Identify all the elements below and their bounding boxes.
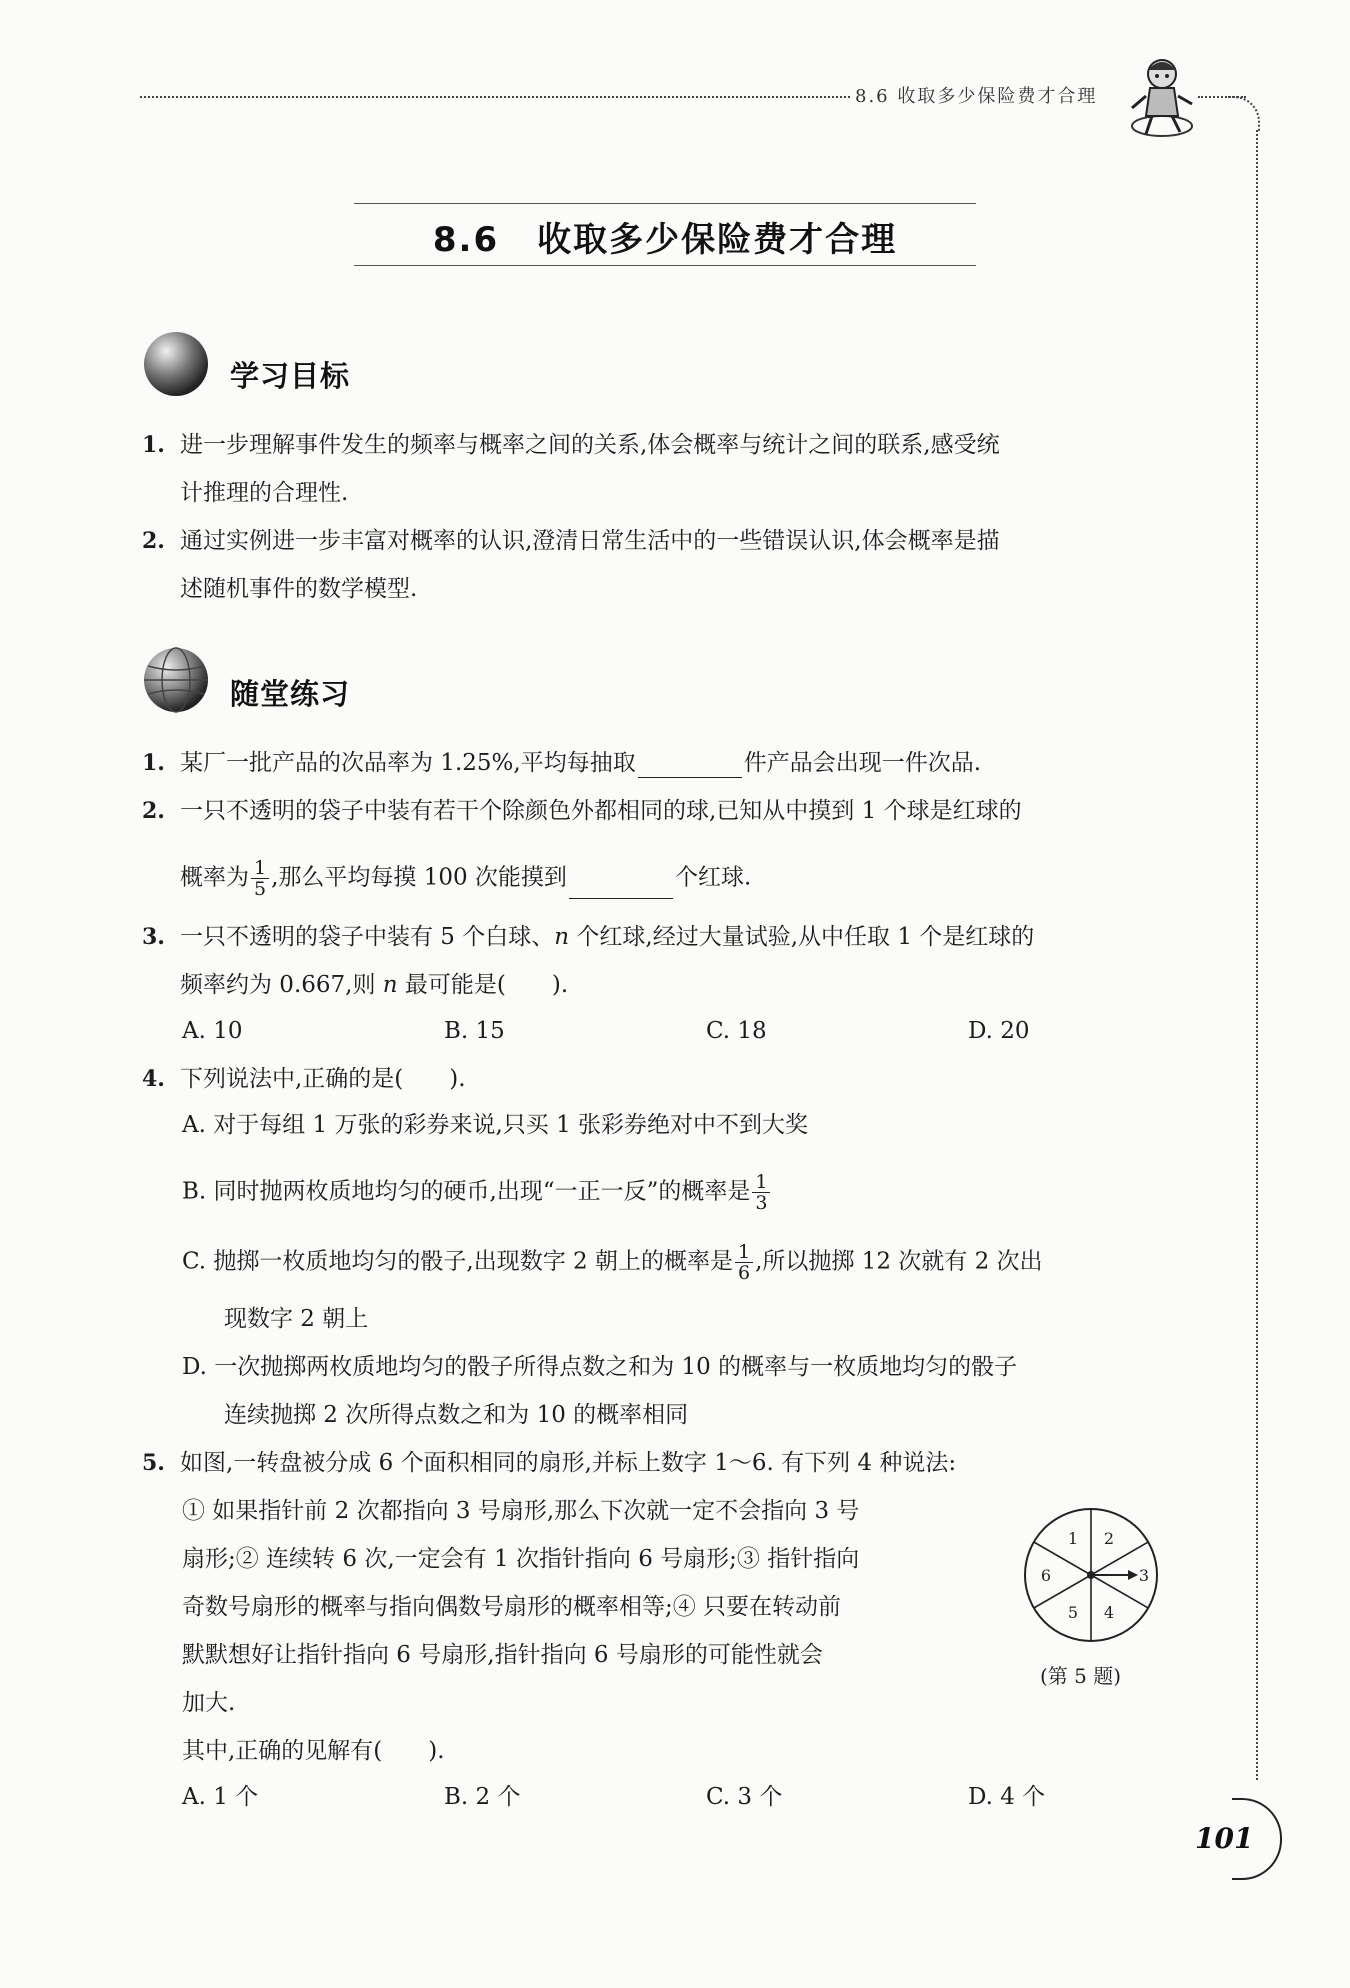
question-text: 下列说法中,正确的是( ). xyxy=(180,1066,466,1092)
question-number: 4. xyxy=(142,1066,165,1092)
spinner-label: 6 xyxy=(1040,1566,1052,1585)
option-a[interactable]: A. 1 个 xyxy=(182,1784,259,1810)
objective-number: 2. xyxy=(142,528,165,554)
option-d[interactable]: D. 一次抛掷两枚质地均匀的骰子所得点数之和为 10 的概率与一枚质地均匀的骰子 xyxy=(182,1354,1018,1380)
question-text: 某厂一批产品的次品率为 1.25%,平均每抽取 xyxy=(180,750,636,776)
globe-icon xyxy=(142,646,210,714)
question-2-line2 xyxy=(180,858,751,899)
section-heading-practice: 随堂练习 xyxy=(230,677,351,711)
title-top-rule xyxy=(354,203,976,204)
option-c[interactable] xyxy=(182,1242,1043,1283)
running-header: 8.6 收取多少保险费才合理 xyxy=(855,86,1098,107)
spinner-label: 3 xyxy=(1138,1566,1150,1585)
question-number: 5. xyxy=(142,1450,165,1476)
question-text: 一只不透明的袋子中装有 5 个白球、 xyxy=(180,924,555,950)
question-number: 1. xyxy=(142,750,165,776)
margin-dotted-rule xyxy=(1256,130,1258,1780)
option-text: ,所以抛掷 12 次就有 2 次出 xyxy=(755,1248,1043,1275)
page-number-bracket xyxy=(1232,1798,1282,1880)
statement-line: ① 如果指针前 2 次都指向 3 号扇形,那么下次就一定不会指向 3 号 xyxy=(182,1498,860,1524)
option-text: B. 同时抛两枚质地均匀的硬币,出现“一正一反”的概率是 xyxy=(182,1178,751,1205)
header-corner-curve xyxy=(1228,96,1260,132)
question-3-line2 xyxy=(180,970,568,1000)
fraction-numerator: 1 xyxy=(735,1242,753,1263)
option-b[interactable]: B. 15 xyxy=(444,1018,505,1044)
spinner-label: 2 xyxy=(1103,1529,1115,1548)
figure-caption: (第 5 题) xyxy=(1040,1664,1122,1688)
question-text: ,那么平均每摸 100 次能摸到 xyxy=(271,864,567,891)
fraction xyxy=(251,858,269,899)
fraction-denominator: 6 xyxy=(737,1262,751,1284)
fraction-numerator: 1 xyxy=(251,858,269,879)
question-text: 个红球,经过大量试验,从中任取 1 个是红球的 xyxy=(569,924,1035,950)
variable-n: n xyxy=(382,972,398,998)
question-text: 其中,正确的见解有( ). xyxy=(182,1738,445,1764)
sphere-icon xyxy=(142,330,210,398)
spinner-label: 5 xyxy=(1067,1603,1079,1622)
objective-text: 通过实例进一步丰富对概率的认识,澄清日常生活中的一些错误认识,体会概率是描 xyxy=(180,528,1000,554)
question-text: 概率为 xyxy=(180,864,249,891)
title-text: 收取多少保险费才合理 xyxy=(537,220,898,260)
statement-line: 加大. xyxy=(182,1690,236,1716)
mascot-illustration xyxy=(1122,52,1202,142)
option-a[interactable]: A. 对于每组 1 万张的彩券来说,只买 1 张彩券绝对中不到大奖 xyxy=(182,1112,809,1138)
question-number: 2. xyxy=(142,798,165,824)
objective-text: 计推理的合理性. xyxy=(180,480,349,506)
title-number: 8.6 xyxy=(432,220,500,260)
option-d-continued: 连续抛掷 2 次所得点数之和为 10 的概率相同 xyxy=(224,1402,689,1428)
fraction-denominator: 3 xyxy=(755,1192,768,1214)
fraction xyxy=(752,1172,770,1213)
question-1 xyxy=(180,748,981,778)
option-b[interactable]: B. 2 个 xyxy=(444,1784,521,1810)
option-c[interactable]: C. 3 个 xyxy=(706,1784,783,1810)
option-c-continued: 现数字 2 朝上 xyxy=(224,1306,369,1332)
option-b[interactable] xyxy=(182,1172,772,1213)
question-text: 频率约为 0.667,则 xyxy=(180,972,383,998)
title-bottom-rule xyxy=(354,265,976,266)
objective-text: 述随机事件的数学模型. xyxy=(180,576,418,602)
header-dotted-rule xyxy=(140,96,850,98)
question-text: 件产品会出现一件次品. xyxy=(743,750,981,776)
option-text: C. 抛掷一枚质地均匀的骰子,出现数字 2 朝上的概率是 xyxy=(182,1248,733,1275)
option-d[interactable]: D. 4 个 xyxy=(968,1784,1046,1810)
statement-line: 奇数号扇形的概率与指向偶数号扇形的概率相等;④ 只要在转动前 xyxy=(182,1594,842,1620)
fraction-numerator: 1 xyxy=(752,1172,770,1193)
statement-line: 扇形;② 连续转 6 次,一定会有 1 次指针指向 6 号扇形;③ 指针指向 xyxy=(182,1546,860,1572)
fraction-denominator: 5 xyxy=(254,878,267,900)
spinner-label: 1 xyxy=(1067,1529,1079,1548)
objective-number: 1. xyxy=(142,432,165,458)
page-number: 101 xyxy=(1195,1822,1254,1855)
variable-n: n xyxy=(554,924,570,950)
statement-line: 默默想好让指针指向 6 号扇形,指针指向 6 号扇形的可能性就会 xyxy=(182,1642,823,1668)
section-heading-objectives: 学习目标 xyxy=(230,359,351,393)
question-text: 最可能是( ). xyxy=(397,972,569,998)
option-a[interactable]: A. 10 xyxy=(182,1018,243,1044)
spinner-label: 4 xyxy=(1103,1603,1115,1622)
question-3-line1 xyxy=(180,922,1034,952)
answer-blank[interactable] xyxy=(569,876,673,899)
page-title xyxy=(354,212,976,261)
fraction xyxy=(735,1242,753,1283)
objective-text: 进一步理解事件发生的频率与概率之间的关系,体会概率与统计之间的联系,感受统 xyxy=(180,432,1000,458)
question-text: 一只不透明的袋子中装有若干个除颜色外都相同的球,已知从中摸到 1 个球是红球的 xyxy=(180,798,1022,824)
question-number: 3. xyxy=(142,924,165,950)
option-c[interactable]: C. 18 xyxy=(706,1018,767,1044)
answer-blank[interactable] xyxy=(638,755,742,778)
option-d[interactable]: D. 20 xyxy=(968,1018,1030,1044)
question-text: 个红球. xyxy=(674,864,752,891)
question-text: 如图,一转盘被分成 6 个面积相同的扇形,并标上数字 1～6. 有下列 4 种说法: xyxy=(180,1450,957,1476)
spinner-figure xyxy=(1016,1500,1166,1650)
